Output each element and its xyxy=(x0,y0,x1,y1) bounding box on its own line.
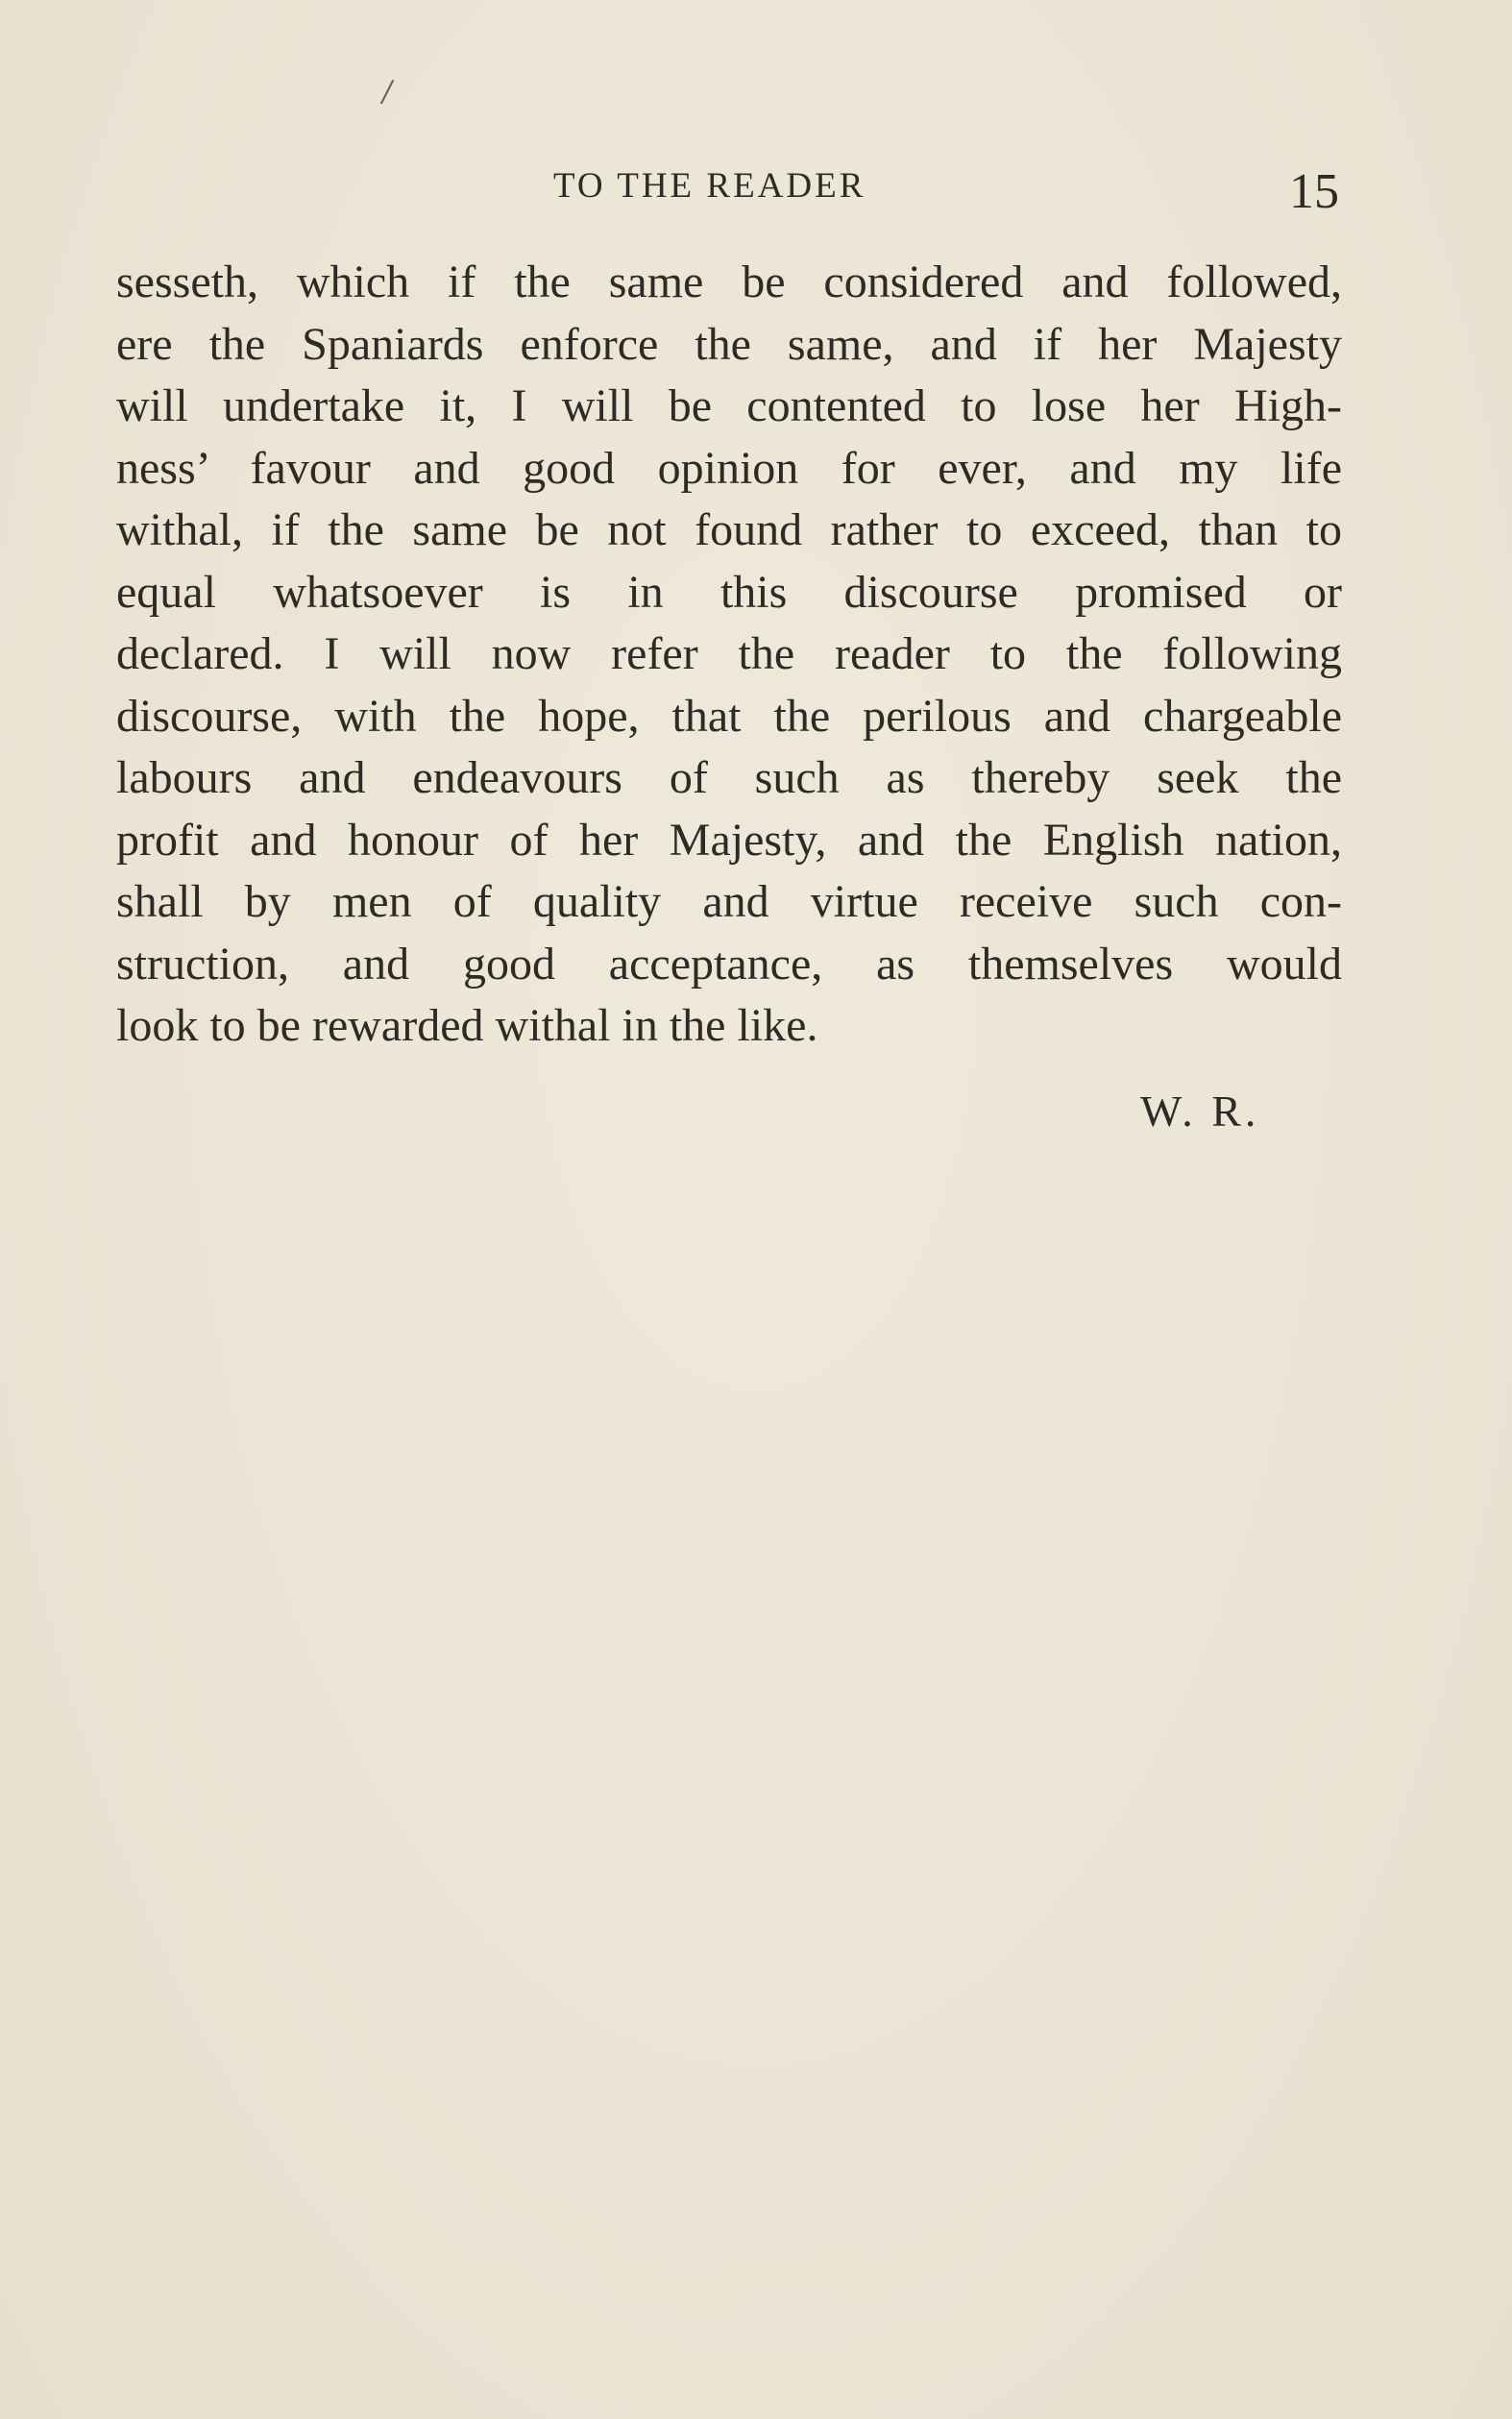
text-line: look to be rewarded withal in the like. xyxy=(116,1000,818,1051)
text-line: declared. I will now refer the reader to the following xyxy=(116,628,1342,679)
text-line: discourse, with the hope, that the perilous and chargeable xyxy=(116,690,1342,742)
running-head: TO THE READER xyxy=(553,166,866,206)
text-line: struction, and good acceptance, as themselves would xyxy=(116,938,1342,990)
text-line: profit and honour of her Majesty, and the English nation, xyxy=(116,814,1342,866)
text-line: ere the Spaniards enforce the same, and if her Majesty xyxy=(116,318,1342,370)
margin-mark: / xyxy=(382,75,393,109)
body-paragraph xyxy=(116,252,1342,1058)
text-line: labours and endeavours of such as thereby seek the xyxy=(116,752,1342,803)
text-line: will undertake it, I will be contented to lose her High- xyxy=(116,380,1342,431)
text-line: shall by men of quality and virtue receive such con- xyxy=(116,876,1342,927)
page-number: 15 xyxy=(1289,164,1339,219)
signature-initials: W. R. xyxy=(1140,1087,1260,1136)
text-line: ness’ favour and good opinion for ever, and my life xyxy=(116,442,1342,494)
text-line: equal whatsoever is in this discourse promised or xyxy=(116,566,1342,618)
text-line: withal, if the same be not found rather to exceed, than to xyxy=(116,504,1342,555)
text-line: sesseth, which if the same be considered and followed, xyxy=(116,257,1342,307)
